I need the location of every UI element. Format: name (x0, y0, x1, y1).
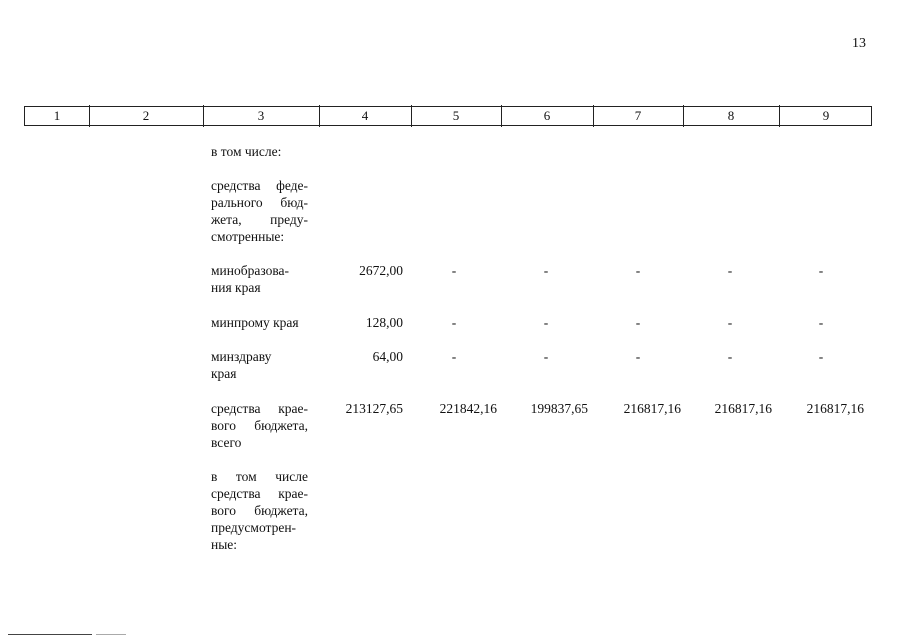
row-value-col6: 199837,65 (530, 401, 588, 416)
header-col-8: 8 (727, 108, 735, 123)
header-col-5: 5 (452, 108, 460, 123)
header-col-2: 2 (142, 108, 150, 123)
row-value-col5: 221842,16 (439, 401, 497, 416)
row-label-regional-budget-provided: в том числе средства крае- вого бюджета, предусмотрен- ные: (211, 469, 308, 552)
header-col-6: 6 (543, 108, 551, 123)
row-value-col4: 64,00 (372, 349, 403, 364)
row-value-col7: 216817,16 (623, 401, 681, 416)
row-value-col8: - (727, 263, 733, 278)
row-value-col8: 216817,16 (714, 401, 772, 416)
header-col-9: 9 (822, 108, 830, 123)
row-value-col7: - (635, 349, 641, 364)
page-number: 13 (852, 36, 866, 51)
row-label-minpromu: минпрому края (211, 315, 299, 330)
row-value-col6: - (543, 315, 549, 330)
row-value-col7: - (635, 263, 641, 278)
row-value-col4: 2672,00 (359, 263, 403, 278)
header-col-3: 3 (257, 108, 265, 123)
table-header-row (24, 106, 872, 126)
row-value-col9: - (818, 263, 824, 278)
footer-rule-faint (96, 634, 126, 635)
row-label-federal-funds: средства феде- рального бюд- жета, преду- смотренные: (211, 178, 308, 244)
row-value-col9: - (818, 315, 824, 330)
row-value-col5: - (451, 315, 457, 330)
row-value-col5: - (451, 263, 457, 278)
row-value-col9: - (818, 349, 824, 364)
row-value-col7: - (635, 315, 641, 330)
row-value-col4: 213127,65 (345, 401, 403, 416)
header-col-4: 4 (361, 108, 369, 123)
row-value-col8: - (727, 349, 733, 364)
row-value-col9: 216817,16 (806, 401, 864, 416)
row-value-col4: 128,00 (365, 315, 403, 330)
row-label-minobrazovaniya: минобразова- ния края (211, 263, 290, 295)
row-label-minzdravu: минздраву края (211, 349, 272, 381)
header-col-1: 1 (53, 108, 61, 123)
footer-rule (8, 634, 92, 635)
row-value-col8: - (727, 315, 733, 330)
header-col-7: 7 (634, 108, 642, 123)
row-value-col5: - (451, 349, 457, 364)
row-value-col6: - (543, 263, 549, 278)
row-label-in-total: в том числе: (211, 144, 282, 159)
row-value-col6: - (543, 349, 549, 364)
row-label-regional-budget-total: средства крае- вого бюджета, всего (211, 401, 308, 450)
